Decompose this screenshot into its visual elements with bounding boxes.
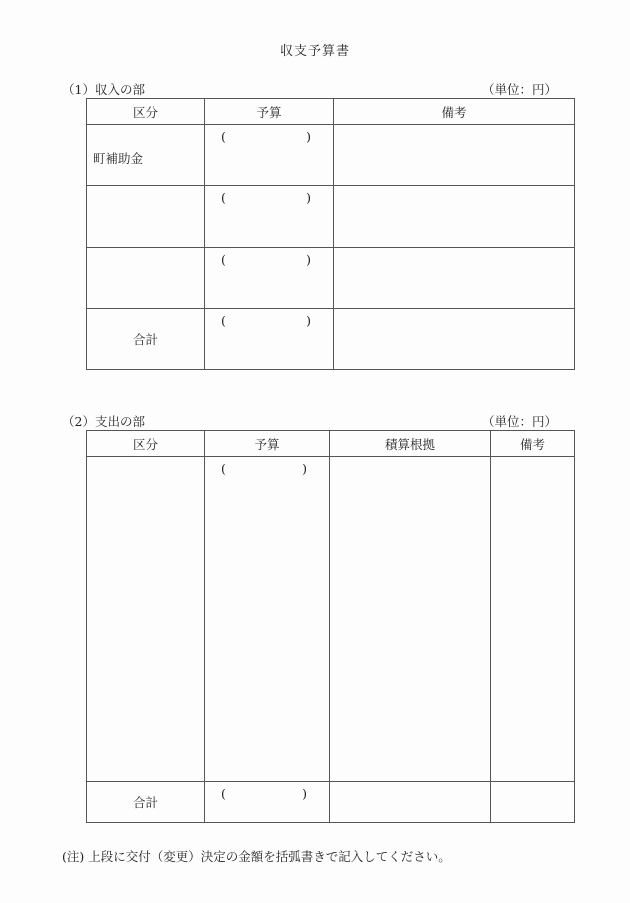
- open-paren: (: [221, 129, 226, 144]
- income-note-cell[interactable]: [334, 186, 575, 248]
- header-category: 区分: [87, 99, 205, 125]
- income-note-cell[interactable]: [334, 125, 575, 186]
- income-row: [87, 125, 575, 186]
- header-category: 区分: [87, 431, 205, 457]
- income-table: [86, 98, 575, 370]
- expense-total-label: 合計: [87, 782, 205, 823]
- income-row: [87, 248, 575, 309]
- expense-unit-label: （単位：円）: [481, 414, 557, 429]
- income-category-cell[interactable]: 町補助金: [87, 125, 205, 186]
- income-total-budget-cell[interactable]: [205, 309, 334, 370]
- income-total-label: 合計: [87, 309, 205, 370]
- expense-row: [87, 457, 575, 782]
- income-total-row: [87, 309, 575, 370]
- header-basis: 積算根拠: [330, 431, 491, 457]
- income-category-cell[interactable]: [87, 186, 205, 248]
- income-note-cell[interactable]: [334, 248, 575, 309]
- expense-total-budget-cell[interactable]: [205, 782, 330, 823]
- close-paren: ): [306, 129, 311, 144]
- income-category-cell[interactable]: [87, 248, 205, 309]
- header-budget: 予算: [205, 431, 330, 457]
- header-budget: 予算: [205, 99, 334, 125]
- footnote: (注) 上段に交付（変更）決定の金額を括弧書きで記入してください。: [62, 849, 451, 864]
- expense-budget-cell[interactable]: [205, 457, 330, 782]
- header-note: 備考: [491, 431, 575, 457]
- expense-total-note-cell[interactable]: [491, 782, 575, 823]
- income-section-label: （1）収入の部: [62, 82, 145, 97]
- close-paren: ): [306, 190, 311, 205]
- expense-note-cell[interactable]: [491, 457, 575, 782]
- open-paren: (: [221, 252, 226, 267]
- income-budget-cell[interactable]: [205, 248, 334, 309]
- income-budget-cell[interactable]: [205, 125, 334, 186]
- close-paren: ): [306, 313, 311, 328]
- income-header-row: [87, 99, 575, 125]
- header-note: 備考: [334, 99, 575, 125]
- expense-section-label: （2）支出の部: [62, 414, 145, 429]
- expense-total-basis-cell[interactable]: [330, 782, 491, 823]
- close-paren: ): [302, 786, 307, 801]
- close-paren: ): [302, 461, 307, 476]
- expense-basis-cell[interactable]: [330, 457, 491, 782]
- open-paren: (: [221, 190, 226, 205]
- expense-header-row: [87, 431, 575, 457]
- income-row: [87, 186, 575, 248]
- expense-table: [86, 430, 575, 823]
- open-paren: (: [221, 461, 226, 476]
- income-budget-cell[interactable]: [205, 186, 334, 248]
- income-unit-label: （単位：円）: [481, 82, 557, 97]
- open-paren: (: [221, 313, 226, 328]
- open-paren: (: [221, 786, 226, 801]
- close-paren: ): [306, 252, 311, 267]
- expense-category-cell[interactable]: [87, 457, 205, 782]
- document-title: 収支予算書: [279, 44, 350, 59]
- expense-total-row: [87, 782, 575, 823]
- income-total-note-cell[interactable]: [334, 309, 575, 370]
